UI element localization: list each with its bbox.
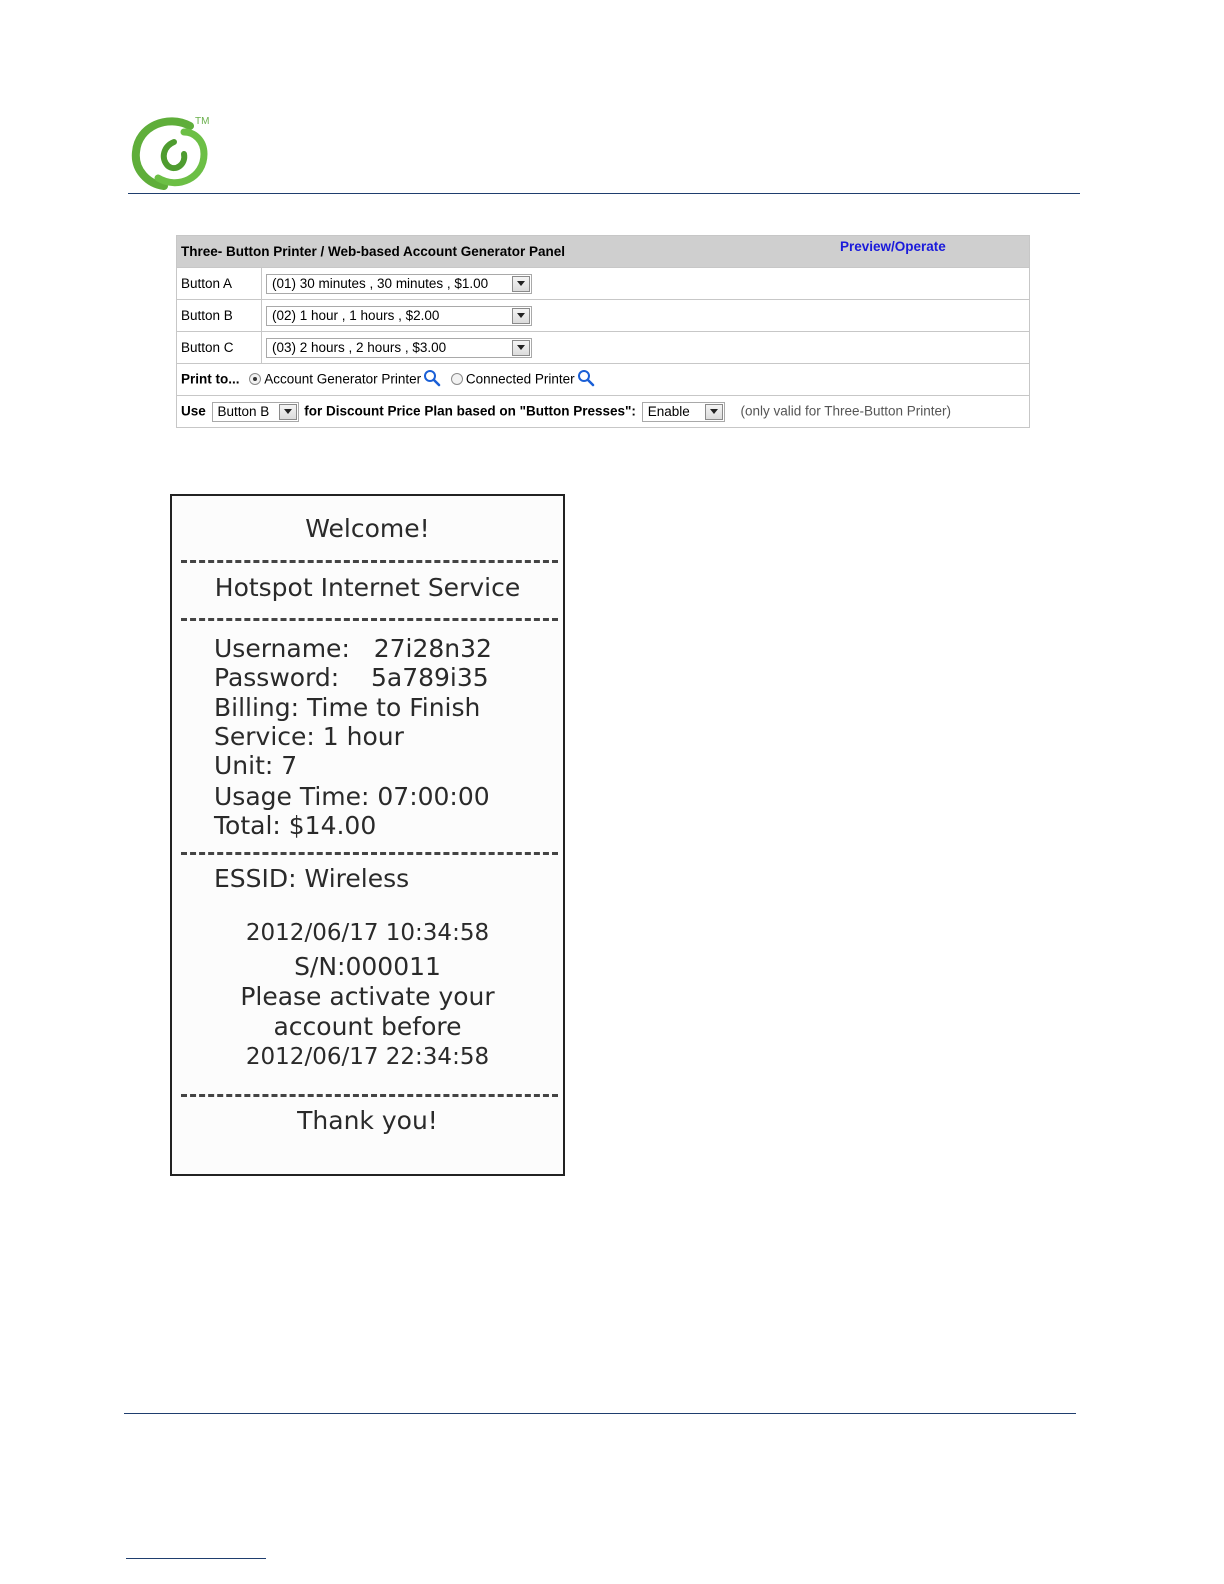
panel-title: Three- Button Printer / Web-based Account Generator Panel (181, 244, 566, 259)
printed-receipt (170, 494, 565, 1176)
discount-note: (only valid for Three-Button Printer) (740, 403, 952, 419)
receipt-password: Password: 5a789i35 (214, 663, 489, 692)
discount-description: for Discount Price Plan based on "Button Presses": (304, 403, 636, 419)
footnote-rule (126, 1558, 266, 1559)
print-to-row (177, 364, 1030, 396)
receipt-expire: 2012/06/17 22:34:58 (245, 1044, 490, 1070)
receipt-divider (181, 618, 558, 621)
button-a-select-value: (01) 30 minutes , 30 minutes , $1.00 (272, 276, 489, 291)
receipt-divider (181, 852, 558, 855)
receipt-billing: Billing: Time to Finish (214, 693, 481, 722)
button-a-row (177, 268, 1030, 300)
chevron-down-icon[interactable] (279, 404, 297, 420)
receipt-welcome: Welcome! (305, 514, 430, 543)
chevron-down-icon[interactable] (705, 404, 723, 420)
panel-header (177, 236, 1030, 268)
receipt-unit: Unit: 7 (214, 751, 298, 780)
account-generator-panel (176, 235, 1030, 428)
discount-enable-select[interactable] (642, 402, 725, 422)
connected-printer-radio[interactable] (451, 373, 463, 385)
footer-rule (124, 1413, 1076, 1414)
button-c-select[interactable] (266, 338, 532, 358)
use-label: Use (181, 403, 206, 419)
search-icon[interactable] (577, 369, 595, 387)
receipt-username: Username: 27i28n32 (214, 634, 492, 663)
receipt-usage-time: Usage Time: 07:00:00 (214, 782, 490, 811)
receipt-activate-line-1: Please activate your (240, 982, 495, 1011)
button-c-label: Button C (177, 332, 262, 364)
print-to-cell (177, 364, 1030, 396)
trademark-mark: TM (195, 116, 210, 127)
discount-enable-select-value: Enable (647, 404, 690, 419)
connected-printer-label: Connected Printer (465, 371, 575, 387)
button-b-row (177, 300, 1030, 332)
receipt-thanks: Thank you! (297, 1106, 438, 1135)
chevron-down-icon[interactable] (512, 308, 530, 324)
receipt-serial: S/N:000011 (294, 952, 441, 981)
receipt-service: Service: 1 hour (214, 722, 404, 751)
preview-operate-link[interactable]: Preview/Operate (840, 239, 946, 254)
account-generator-printer-radio[interactable] (249, 373, 261, 385)
receipt-datetime: 2012/06/17 10:34:58 (245, 920, 490, 946)
button-c-select-value: (03) 2 hours , 2 hours , $3.00 (272, 340, 447, 355)
chevron-down-icon[interactable] (512, 276, 530, 292)
search-icon[interactable] (423, 369, 441, 387)
button-b-select-value: (02) 1 hour , 1 hours , $2.00 (272, 308, 440, 323)
receipt-divider (181, 1094, 558, 1097)
button-b-select[interactable] (266, 306, 532, 326)
button-b-label: Button B (177, 300, 262, 332)
button-c-row (177, 332, 1030, 364)
chevron-down-icon[interactable] (512, 340, 530, 356)
discount-cell (177, 396, 1030, 428)
account-generator-printer-label: Account Generator Printer (264, 371, 422, 387)
receipt-activate-line-2: account before (273, 1012, 462, 1041)
header-rule (128, 193, 1080, 194)
button-a-select[interactable] (266, 274, 532, 294)
discount-button-select-value: Button B (217, 404, 270, 419)
print-to-label: Print to... (181, 371, 240, 387)
button-a-label: Button A (177, 268, 262, 300)
discount-button-select[interactable] (212, 402, 299, 422)
receipt-service-name: Hotspot Internet Service (214, 573, 521, 602)
discount-row (177, 396, 1030, 428)
receipt-essid: ESSID: Wireless (214, 864, 410, 893)
receipt-divider (181, 560, 558, 563)
receipt-total: Total: $14.00 (214, 811, 377, 840)
